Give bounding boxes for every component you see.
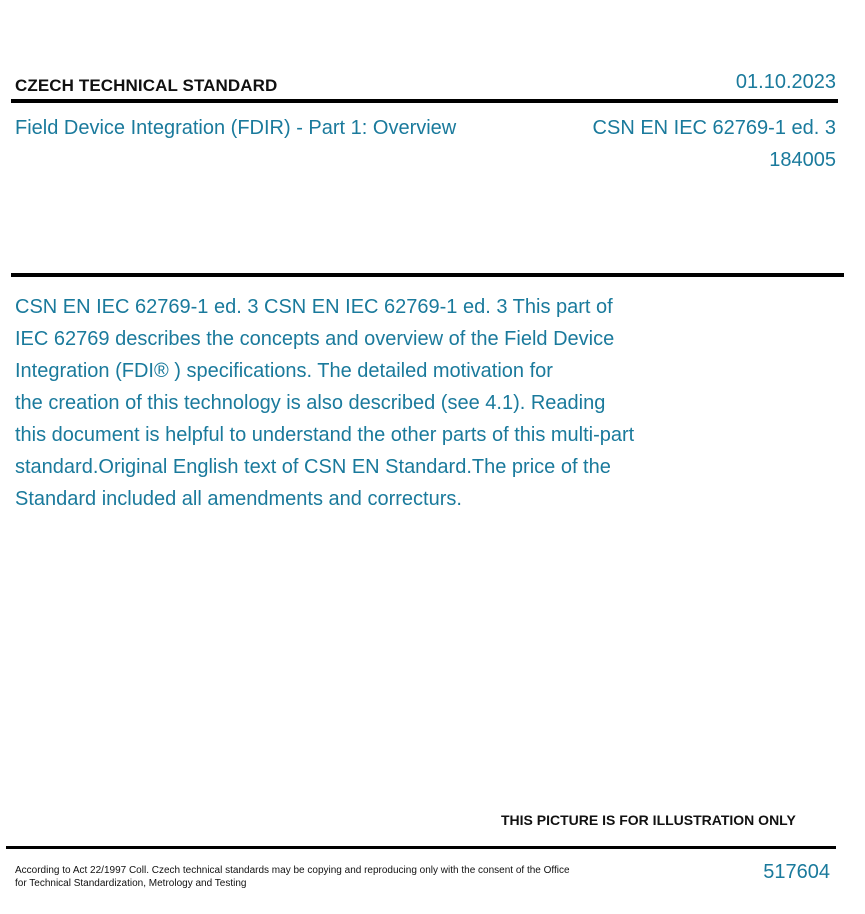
- header-divider: [11, 99, 838, 103]
- illustration-notice: THIS PICTURE IS FOR ILLUSTRATION ONLY: [501, 812, 796, 828]
- section-divider: [11, 273, 844, 277]
- classification-number: 184005: [769, 149, 836, 171]
- document-abstract: CSN EN IEC 62769-1 ed. 3 CSN EN IEC 62769-1 ed. 3 This part of IEC 62769 describes the concepts and overview of the Field Device Integration (FDI® ) specifications. The detailed motivation for the creation of this technology is also described (see 4.1). Reading this document is helpful to understand the other parts of this multi-part standard.Original English text of CSN EN Standard.The price of the Standard included all amendments and correcturs.: [15, 296, 635, 510]
- standard-code: CSN EN IEC 62769-1 ed. 3: [592, 117, 836, 139]
- document-title: Field Device Integration (FDIR) - Part 1: Overview: [15, 117, 457, 139]
- standard-type-heading: CZECH TECHNICAL STANDARD: [15, 76, 278, 95]
- document-id: 517604: [763, 861, 830, 883]
- legal-notice: According to Act 22/1997 Coll. Czech technical standards may be copying and reproducing only with the consent of the Office for Technical Standardization, Metrology and Testing: [15, 865, 570, 889]
- publication-date: 01.10.2023: [735, 71, 836, 93]
- footer-divider: [6, 846, 836, 849]
